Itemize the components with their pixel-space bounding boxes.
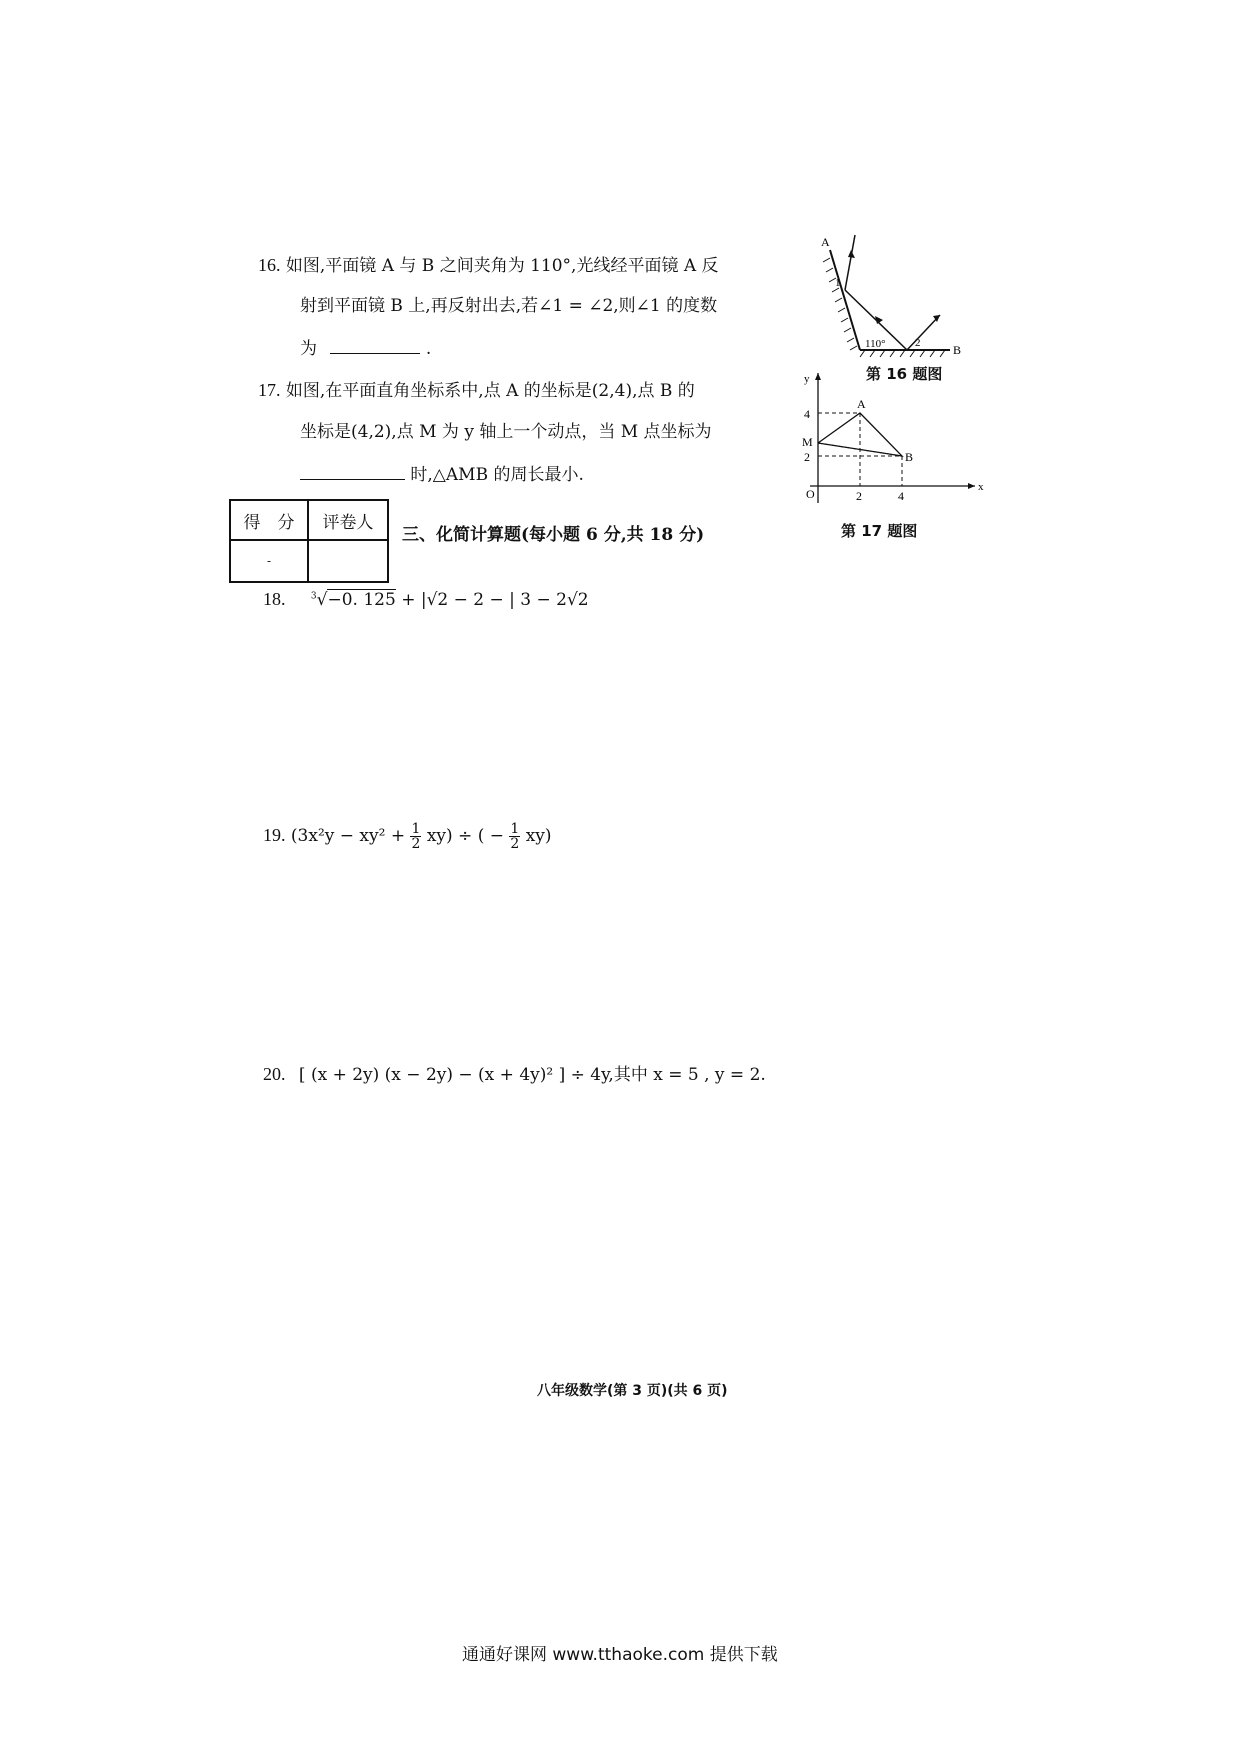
- question-20: [263, 1064, 766, 1086]
- question-number: 18.: [263, 589, 286, 609]
- fig17-tick-2-x: 2: [856, 489, 862, 503]
- question-20-expression: [ (x + 2y) (x − 2y) − (x + 4y)² ] ÷ 4y,其中 x = 5 , y = 2.: [298, 1065, 766, 1085]
- question-17-text-3: 时,△AMB 的周长最小.: [410, 465, 584, 485]
- cube-root-argument: −0. 125: [327, 590, 396, 610]
- section-3-title: 三、化简计算题(每小题 6 分,共 18 分): [402, 525, 705, 545]
- question-number: 17.: [258, 380, 281, 400]
- question-19-part3: xy): [525, 826, 552, 846]
- fig16-angle-2: 2: [915, 337, 921, 349]
- question-17-text-2: 坐标是(4,2),点 M 为 y 轴上一个动点，当 M 点坐标为: [300, 422, 712, 442]
- fig17-point-m: M: [802, 435, 813, 449]
- question-16-text-2: 射到平面镜 B 上,再反射出去,若∠1 = ∠2,则∠1 的度数: [300, 296, 718, 316]
- score-table: [229, 499, 389, 583]
- figure-16-caption: 第 16 题图: [866, 365, 943, 383]
- question-19: [263, 822, 552, 851]
- figure-17-caption: 第 17 题图: [841, 522, 918, 540]
- fig17-y-label: y: [804, 373, 810, 385]
- fig16-label-b: B: [953, 343, 962, 357]
- question-number: 19.: [263, 825, 286, 845]
- fig16-angle-1: 1: [835, 277, 841, 289]
- fig17-tick-2-y: 2: [804, 450, 810, 464]
- fraction-one-half: $\frac{1}{2}$: [510, 821, 520, 852]
- question-18: [263, 589, 589, 611]
- fig17-tick-4-y: 4: [804, 407, 810, 421]
- fig16-label-a: A: [821, 235, 830, 249]
- grader-cell[interactable]: [308, 540, 388, 582]
- question-18-expression: + |√2 − 2 − | 3 − 2√2: [401, 590, 589, 610]
- fig17-x-label: x: [978, 481, 984, 493]
- figure-17-coordinate-diagram: [780, 368, 995, 508]
- answer-blank-17: [300, 479, 405, 480]
- question-19-part2: xy) ÷ ( −: [426, 826, 504, 846]
- answer-blank-16: [330, 353, 420, 354]
- question-number: 16.: [258, 255, 281, 275]
- question-16-text-3b: .: [425, 339, 432, 359]
- fig17-origin: O: [806, 487, 815, 501]
- question-19-part1: (3x²y − xy² +: [290, 826, 406, 846]
- fig16-angle-110: 110°: [865, 338, 886, 350]
- question-17-line3: [300, 465, 584, 485]
- cube-root-symbol: $^3$√−0. 125: [310, 590, 396, 610]
- score-cell[interactable]: -: [230, 540, 308, 582]
- question-number: 20.: [263, 1064, 286, 1084]
- download-site-notice: 通通好课网 www.tthaoke.com 提供下载: [462, 1645, 778, 1665]
- question-17-line1: [258, 380, 695, 402]
- figure-16-mirror-diagram: [815, 230, 975, 365]
- fig17-point-a: A: [857, 397, 866, 411]
- fig17-tick-4-x: 4: [898, 489, 904, 503]
- question-16-text-3a: 为: [300, 339, 317, 359]
- question-16-line1: [258, 255, 719, 277]
- question-16-line3: [300, 339, 431, 359]
- score-header: 得 分: [230, 500, 308, 540]
- question-16-text-1: 如图,平面镜 A 与 B 之间夹角为 110°,光线经平面镜 A 反: [285, 256, 719, 276]
- grader-header: 评卷人: [308, 500, 388, 540]
- page-footer: 八年级数学(第 3 页)(共 6 页): [537, 1383, 728, 1399]
- fraction-one-half: $\frac{1}{2}$: [411, 821, 421, 852]
- question-17-text-1: 如图,在平面直角坐标系中,点 A 的坐标是(2,4),点 B 的: [285, 381, 695, 401]
- fig17-point-b: B: [905, 450, 914, 464]
